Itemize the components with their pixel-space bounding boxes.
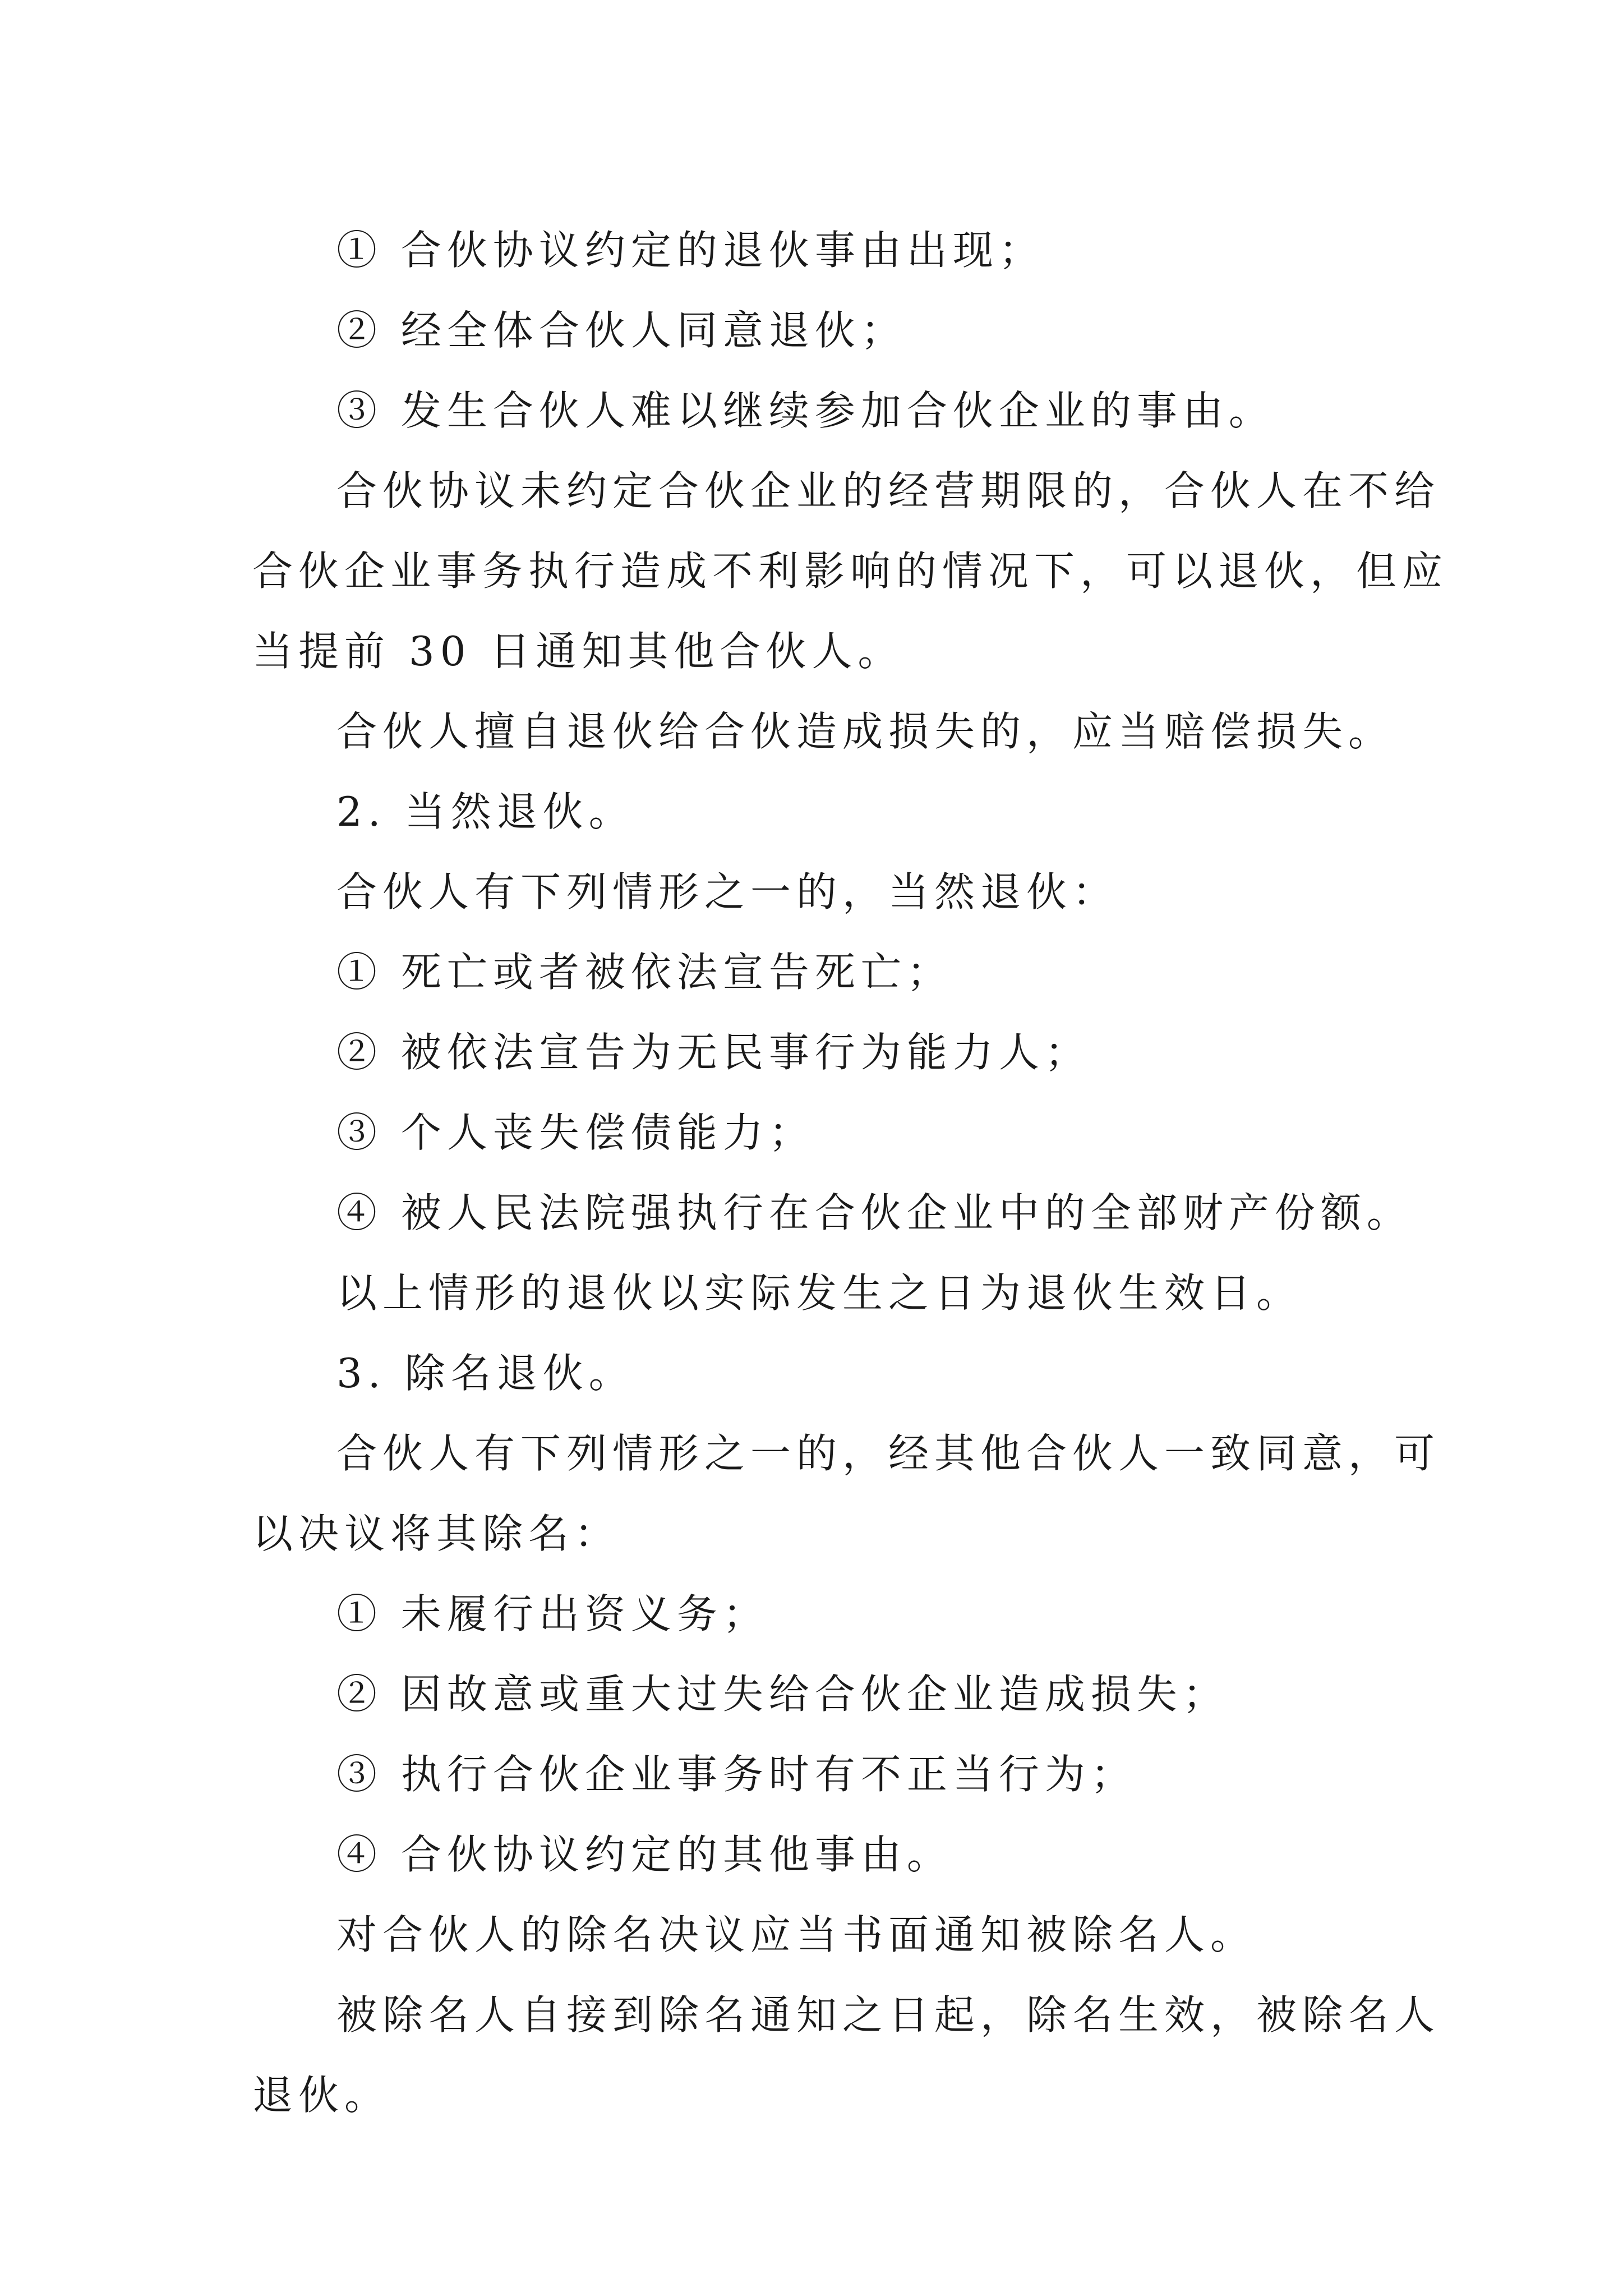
text-line: ② 因故意或重大过失给合伙企业造成损失； — [336, 1671, 1229, 1718]
section-heading: 3. 除名退伙。 — [336, 1350, 635, 1397]
text-line: ① 合伙协议约定的退伙事由出现； — [336, 227, 1045, 274]
text-line: ③ 发生合伙人难以继续参加合伙企业的事由。 — [336, 387, 1275, 434]
text-line: ① 死亡或者被依法宣告死亡； — [336, 949, 953, 996]
text-line: 当提前 30 日通知其他合伙人。 — [252, 628, 904, 675]
text-line: 以决议将其除名： — [252, 1510, 621, 1557]
text-line: 合伙人有下列情形之一的，当然退伙： — [336, 868, 1119, 915]
text-line: 对合伙人的除名决议应当书面通知被除名人。 — [336, 1911, 1257, 1958]
document-body — [252, 210, 1449, 2136]
text-line: 以上情形的退伙以实际发生之日为退伙生效日。 — [336, 1269, 1303, 1317]
text-line: 退伙。 — [252, 2072, 391, 2119]
text-line: ② 经全体合伙人同意退伙； — [336, 307, 907, 354]
section-heading: 2. 当然退伙。 — [336, 788, 635, 835]
text-line: ③ 执行合伙企业事务时有不正当行为； — [336, 1751, 1137, 1798]
text-line: ① 未履行出资义务； — [336, 1590, 769, 1637]
text-line: ④ 合伙协议约定的其他事由。 — [336, 1831, 953, 1878]
text-line: 被除名人自接到除名通知之日起，除名生效，被除名人 — [336, 1991, 1441, 2039]
text-line: 合伙人擅自退伙给合伙造成损失的，应当赔偿损失。 — [336, 708, 1395, 755]
text-line: 合伙人有下列情形之一的，经其他合伙人一致同意，可 — [336, 1430, 1441, 1477]
text-line: ③ 个人丧失偿债能力； — [336, 1109, 815, 1156]
text-line: 合伙协议未约定合伙企业的经营期限的，合伙人在不给 — [336, 467, 1441, 514]
text-line: 合伙企业事务执行造成不利影响的情况下，可以退伙，但应 — [252, 547, 1449, 595]
text-line: ② 被依法宣告为无民事行为能力人； — [336, 1029, 1091, 1076]
text-line: ④ 被人民法院强执行在合伙企业中的全部财产份额。 — [336, 1189, 1413, 1236]
